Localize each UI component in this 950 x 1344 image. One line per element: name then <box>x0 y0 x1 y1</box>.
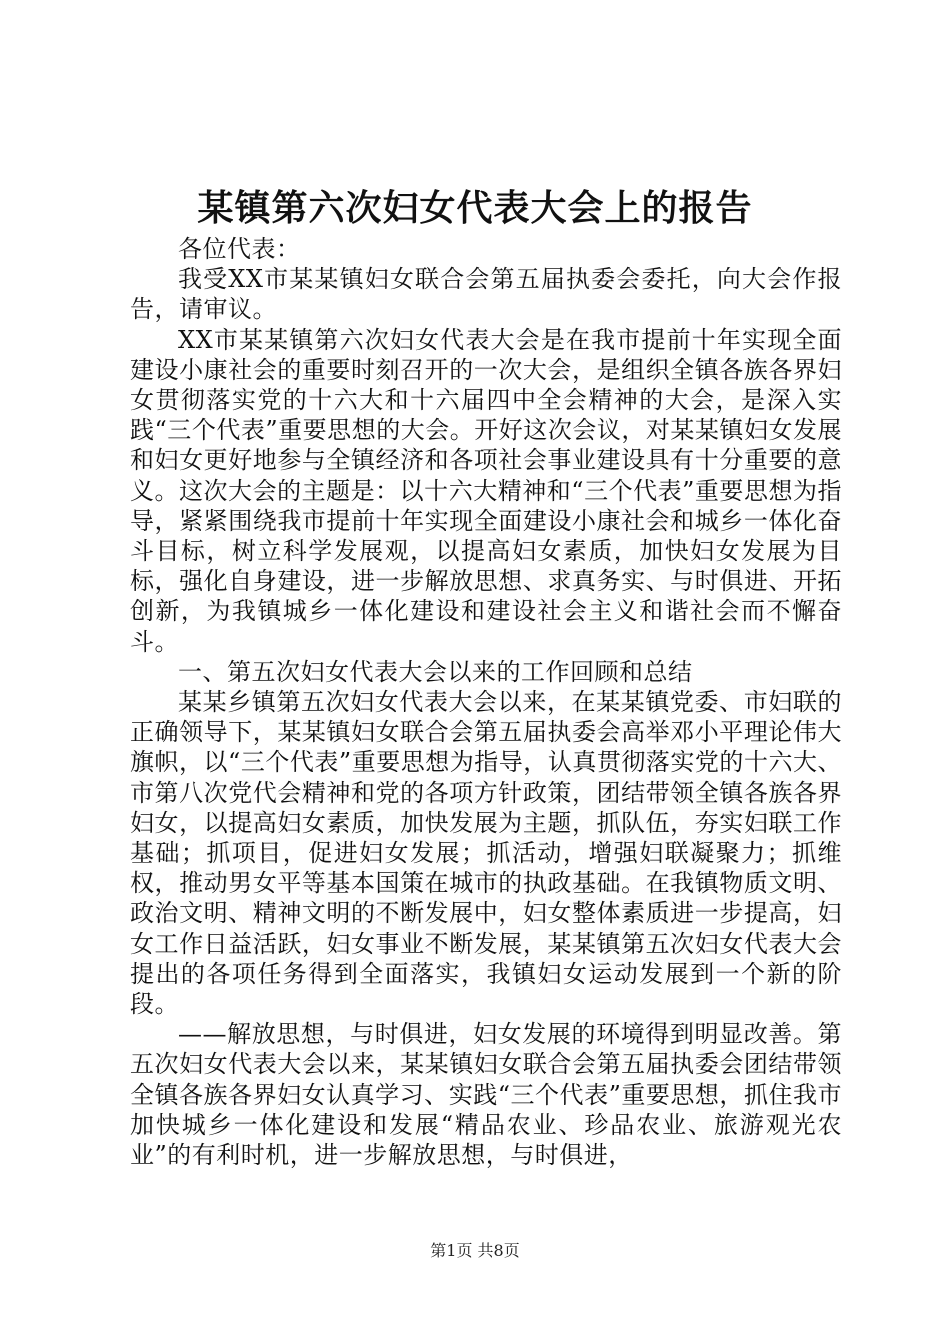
page-number-footer: 第1页 共8页 <box>430 1241 520 1260</box>
salutation-paragraph: 各位代表： <box>178 235 301 263</box>
theme-paragraph: XX市某某镇第六次妇女代表大会是在我市提前十年实现全面建设小康社会的重要时刻召开的一次大会，是组织全镇各族各界妇女贯彻落实党的十六大和十六届四中全会精神的大会，是深入实践“三个代表”重要思想的大会。开好这次会议，对某某镇妇女发展和妇女更好地参与全镇经济和各项社会事业建设具有十分重要的意义。这次大会的主题是：以十六大精神和“三个代表”重要思想为指导，紧紧围绕我市提前十年实现全面建设小康社会和城乡一体化奋斗目标，树立科学发展观，以提高妇女素质，加快妇女发展为目标，强化自身建设，进一步解放思想、求真务实、与时俱进、开拓创新，为我镇城乡一体化建设和建设社会主义和谐社会而不懈奋斗。 <box>130 325 842 656</box>
document-body <box>130 234 842 1170</box>
section-heading: 一、第五次妇女代表大会以来的工作回顾和总结 <box>178 657 693 686</box>
review-paragraph: 某某乡镇第五次妇女代表大会以来，在某某镇党委、市妇联的正确领导下，某某镇妇女联合会第五届执委会高举邓小平理论伟大旗帜，以“三个代表”重要思想为指导，认真贯彻落实党的十六大、市第八次党代会精神和党的各项方针政策，团结带领全镇各族各界妇女，以提高妇女素质，加快发展为主题，抓队伍，夯实妇联工作基础；抓项目，促进妇女发展；抓活动，增强妇联凝聚力；抓维权，推动男女平等基本国策在城市的执政基础。在我镇物质文明、政治文明、精神文明的不断发展中，妇女整体素质进一步提高，妇女工作日益活跃，妇女事业不断发展，某某镇第五次妇女代表大会提出的各项任务得到全面落实，我镇妇女运动发展到一个新的阶段。 <box>130 688 842 1019</box>
intro-paragraph: 我受XX市某某镇妇女联合会第五届执委会委托，向大会作报告，请审议。 <box>130 265 842 324</box>
document-title: 某镇第六次妇女代表大会上的报告 <box>197 187 753 229</box>
emancipation-paragraph: ——解放思想，与时俱进，妇女发展的环境得到明显改善。第五次妇女代表大会以来，某某镇妇女联合会第五届执委会团结带领全镇各族各界妇女认真学习、实践“三个代表”重要思想，抓住我市加快城乡一体化建设和发展“精品农业、珍品农业、旅游观光农业”的有利时机，进一步解放思想，与时俱进， <box>130 1020 842 1170</box>
